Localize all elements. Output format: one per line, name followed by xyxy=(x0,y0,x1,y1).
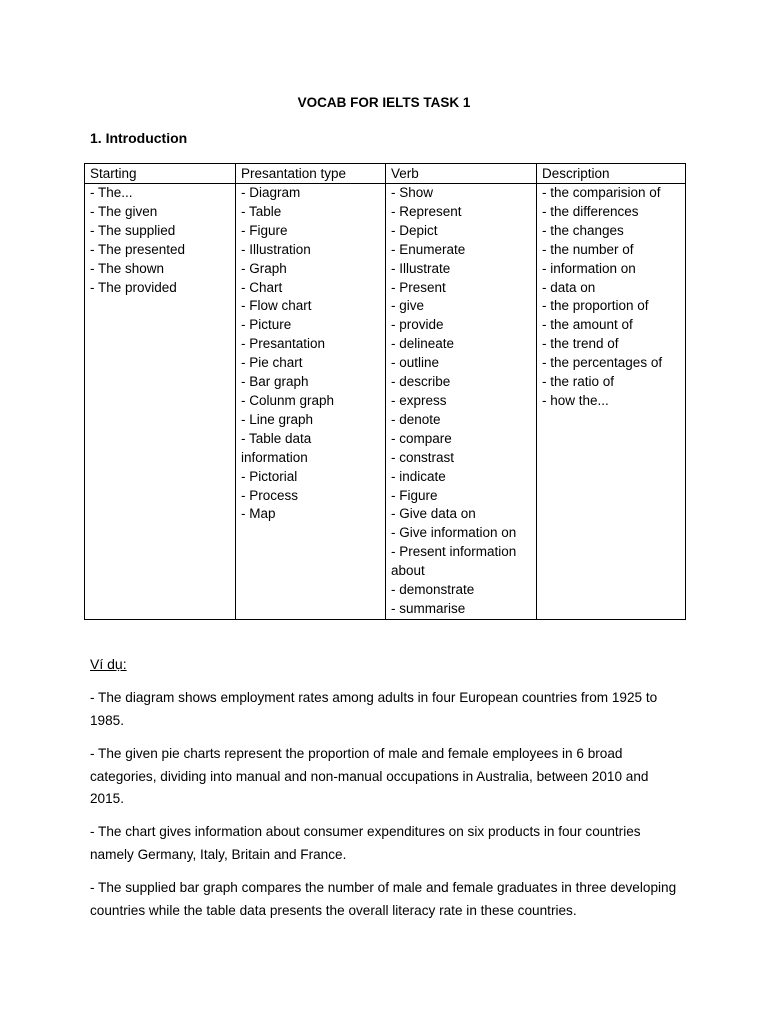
table-cell-item: - The presented xyxy=(90,241,186,257)
table-cell-item: - Chart xyxy=(241,279,283,295)
table-row xyxy=(85,184,686,620)
table-cell-item: - Figure xyxy=(391,487,438,503)
table-cell-item: - how the... xyxy=(542,392,609,408)
table-header-row xyxy=(85,164,686,184)
table-cell-item: - information on xyxy=(542,260,636,276)
table-cell-item: - outline xyxy=(391,355,440,371)
table-cell-item: - the percentages of xyxy=(542,355,663,371)
table-cell-item: - the ratio of xyxy=(542,374,615,390)
table-cell-item: - Colunm graph xyxy=(241,392,335,408)
table-cell-item: - Enumerate xyxy=(391,241,466,257)
example-sentence: - The supplied bar graph compares the number of male and female graduates in three developing countries while the table data presents the overall literacy rate in these countries. xyxy=(90,880,677,918)
table-cell-item: - Give data on xyxy=(391,506,476,522)
column-header-verb: Verb xyxy=(386,164,537,184)
column-presentation-type xyxy=(236,184,386,620)
table-cell-item: - Table data xyxy=(241,430,312,446)
example-sentence: - The diagram shows employment rates among adults in four European countries from 1925 to 1985. xyxy=(90,690,658,728)
table-cell-item: - the trend of xyxy=(542,336,619,352)
table-cell-item: - The provided xyxy=(90,279,177,295)
column-description xyxy=(537,184,686,620)
column-verb xyxy=(386,184,537,620)
table-cell-item: - Depict xyxy=(391,222,438,238)
table-cell-item: - indicate xyxy=(391,468,446,484)
examples-label: Ví dụ: xyxy=(90,656,127,672)
table-cell-item: - the number of xyxy=(542,241,634,257)
table-cell-item: - describe xyxy=(391,374,451,390)
table-cell-item: - Line graph xyxy=(241,411,314,427)
column-starting xyxy=(85,184,236,620)
table-cell-item: - Diagram xyxy=(241,185,301,200)
column-header-starting: Starting xyxy=(85,164,236,184)
example-sentence: - The given pie charts represent the proportion of male and female employees in 6 broad categories, dividing into manual and non-manual occupations in Australia, between 2010 and 2015. xyxy=(90,746,649,806)
table-cell-item: - Pie chart xyxy=(241,355,303,371)
table-cell-item: - demonstrate xyxy=(391,582,475,598)
table-cell-item: - Process xyxy=(241,487,299,503)
table-cell-item: - Pictorial xyxy=(241,468,298,484)
table-cell-item: - compare xyxy=(391,430,452,446)
table-cell-item: - Represent xyxy=(391,203,462,219)
table-cell-item: - the differences xyxy=(542,203,639,219)
table-cell-item: - Flow chart xyxy=(241,298,312,314)
table-cell-item: - provide xyxy=(391,317,444,333)
table-cell-item: - Graph xyxy=(241,260,287,276)
table-cell-item: - Bar graph xyxy=(241,374,309,390)
table-cell-item: - The... xyxy=(90,185,133,200)
table-cell-item: - the comparision of xyxy=(542,185,661,200)
table-cell-item: - Picture xyxy=(241,317,292,333)
table-cell-item: - summarise xyxy=(391,600,466,616)
table-cell-item: - Figure xyxy=(241,222,288,238)
table-cell-item: - Present information xyxy=(391,544,517,560)
table-cell-item: about xyxy=(391,563,425,579)
table-cell-item: - Illustrate xyxy=(391,260,451,276)
table-cell-item: information xyxy=(241,449,308,465)
document-title: VOCAB FOR IELTS TASK 1 xyxy=(297,95,471,110)
table-cell-item: - Illustration xyxy=(241,241,311,257)
table-cell-item: - the proportion of xyxy=(542,298,649,314)
table-cell-item: - Present xyxy=(391,279,446,295)
table-cell-item: - delineate xyxy=(391,336,455,352)
table-cell-item: - Give information on xyxy=(391,525,517,541)
column-header-description: Description xyxy=(537,164,686,184)
table-cell-item: - the changes xyxy=(542,222,624,238)
table-cell-item: - Map xyxy=(241,506,276,522)
table-cell-item: - constrast xyxy=(391,449,455,465)
table-cell-item: - Table xyxy=(241,203,282,219)
table-cell-item: - Show xyxy=(391,185,434,200)
table-cell-item: - denote xyxy=(391,411,441,427)
table-cell-item: - The supplied xyxy=(90,222,176,238)
table-cell-item: - Presantation xyxy=(241,336,326,352)
table-cell-item: - express xyxy=(391,392,447,408)
table-cell-item: - The shown xyxy=(90,260,165,276)
table-cell-item: - give xyxy=(391,298,425,314)
table-cell-item: - The given xyxy=(90,203,158,219)
vocab-table xyxy=(84,163,686,620)
table-cell-item: - data on xyxy=(542,279,596,295)
table-cell-item: - the amount of xyxy=(542,317,633,333)
example-sentence: - The chart gives information about consumer expenditures on six products in four countries namely Germany, Italy, Britain and France. xyxy=(90,824,641,862)
column-header-presentation-type: Presantation type xyxy=(236,164,386,184)
section-heading: 1. Introduction xyxy=(90,130,188,146)
